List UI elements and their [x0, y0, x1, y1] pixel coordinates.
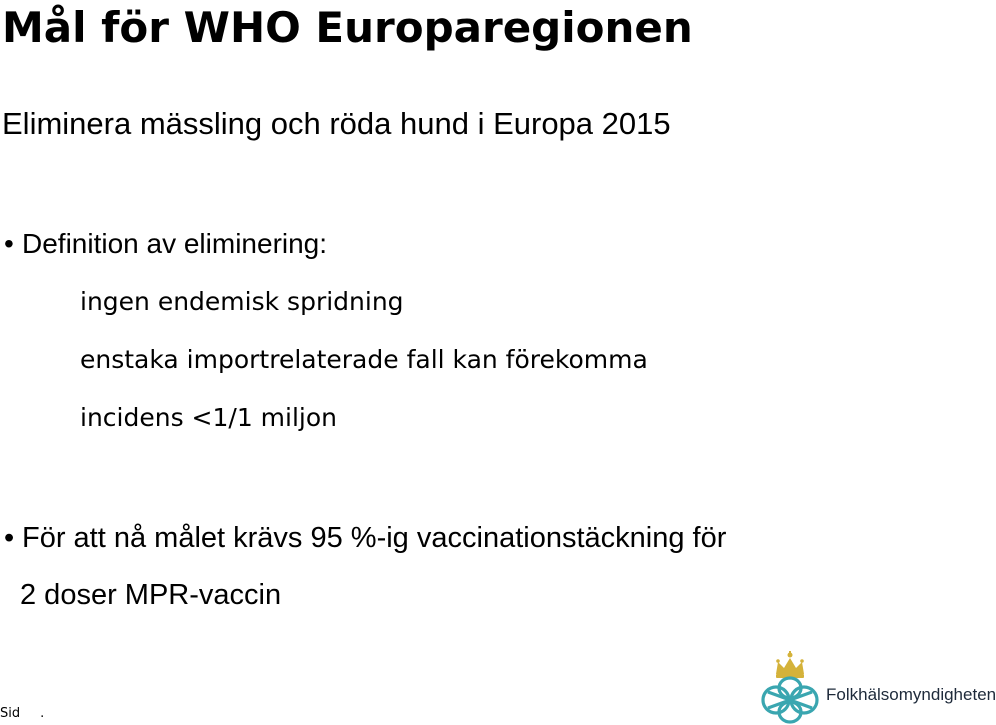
bullet-text: Definition av eliminering:	[22, 228, 328, 259]
bullet-text: För att nå målet krävs 95 %-ig vaccinationstäckning för	[22, 522, 727, 554]
folkhalsomyndigheten-logo	[754, 650, 996, 725]
page-number: .	[40, 706, 45, 721]
bullet-vaccination-coverage	[4, 520, 726, 556]
subitem-incidence: incidens <1/1 miljon	[80, 403, 338, 432]
slide-title: Mål för WHO Europaregionen	[2, 3, 693, 52]
page-label: Sid	[0, 706, 21, 721]
crown-emblem-icon	[754, 650, 826, 725]
logo-name: Folkhälsomyndigheten	[826, 685, 996, 704]
subitem-imported-cases: enstaka importrelaterade fall kan förekomma	[80, 345, 648, 374]
bullet-continuation: 2 doser MPR-vaccin	[20, 579, 282, 611]
subitem-no-endemic-spread: ingen endemisk spridning	[80, 287, 404, 316]
bullet-definition	[4, 226, 327, 262]
bullet-dot: •	[4, 522, 15, 554]
bullet-dot: •	[4, 228, 14, 259]
slide-footer	[0, 705, 44, 723]
slide-subtitle: Eliminera mässling och röda hund i Europa 2015	[2, 106, 671, 141]
